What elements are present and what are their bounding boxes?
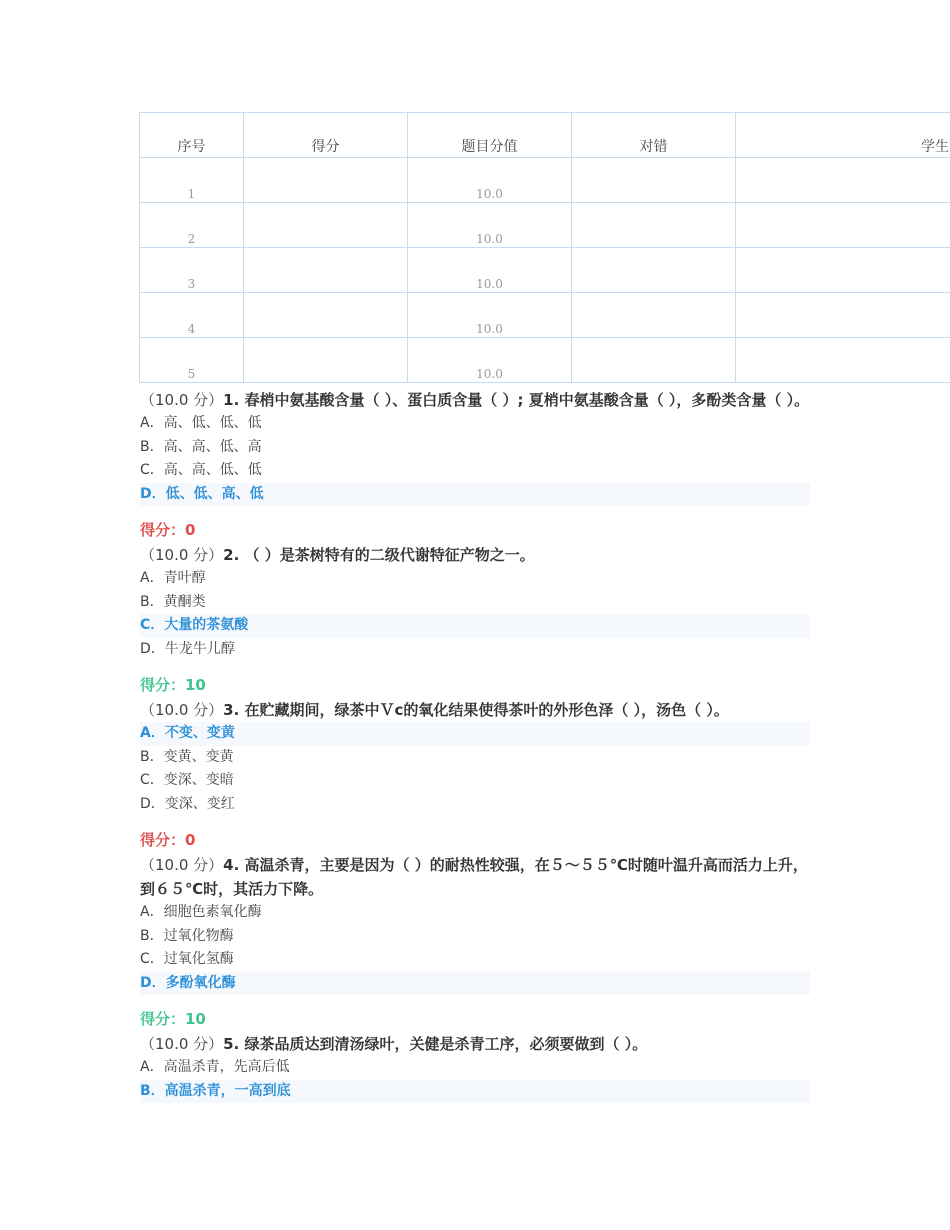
question-text: 春梢中氨基酸含量（ ）、蛋白质含量（ ）; 夏梢中氨基酸含量（ ），多酚类含量（ ）。 bbox=[239, 391, 810, 409]
question-number: 5. bbox=[223, 1035, 240, 1053]
question-block bbox=[140, 696, 810, 851]
question-number: 3. bbox=[223, 701, 240, 719]
question-points: （10.0 分） bbox=[140, 701, 224, 719]
cell-index: 1 bbox=[140, 158, 244, 203]
cell-student bbox=[736, 158, 950, 203]
question-points: （10.0 分） bbox=[140, 856, 224, 874]
cell-score bbox=[244, 158, 408, 203]
option-item-correct[interactable]: C．大量的茶氨酸 bbox=[140, 614, 810, 638]
question-block bbox=[140, 541, 810, 696]
cell-value: 10.0 bbox=[408, 203, 572, 248]
col-header-index: 序号 bbox=[140, 113, 244, 158]
question-block bbox=[140, 386, 810, 541]
option-item[interactable]: D．牛龙牛儿醇 bbox=[140, 640, 235, 657]
option-list bbox=[140, 1056, 810, 1103]
cell-result bbox=[572, 203, 736, 248]
cell-index: 4 bbox=[140, 293, 244, 338]
question-score: 得分：0 bbox=[140, 831, 196, 849]
option-list bbox=[140, 412, 810, 506]
cell-index: 3 bbox=[140, 248, 244, 293]
table-row bbox=[140, 338, 950, 383]
cell-student bbox=[736, 248, 950, 293]
option-item[interactable]: A．高温杀青，先高后低 bbox=[140, 1059, 290, 1075]
option-item[interactable]: B．变黄、变黄 bbox=[140, 748, 234, 765]
option-item-correct[interactable]: B．高温杀青，一高到底 bbox=[140, 1080, 810, 1104]
question-text: 在贮藏期间，绿茶中Ｖc的氧化结果使得茶叶的外形色泽（ ），汤色（ ）。 bbox=[239, 701, 729, 719]
table-row bbox=[140, 203, 950, 248]
question-number: 2. bbox=[223, 546, 240, 564]
option-item-correct[interactable]: D．多酚氧化酶 bbox=[140, 972, 810, 996]
question-list bbox=[140, 386, 810, 1103]
cell-score bbox=[244, 293, 408, 338]
question-text: （ ）是茶树特有的二级代谢特征产物之一。 bbox=[239, 546, 535, 564]
table-row bbox=[140, 293, 950, 338]
col-header-score: 得分 bbox=[244, 113, 408, 158]
cell-student bbox=[736, 203, 950, 248]
score-table bbox=[139, 112, 950, 383]
option-list bbox=[140, 901, 810, 995]
option-item[interactable]: A．青叶醇 bbox=[140, 570, 206, 586]
cell-score bbox=[244, 203, 408, 248]
question-block bbox=[140, 1030, 810, 1103]
cell-index: 5 bbox=[140, 338, 244, 383]
question-points: （10.0 分） bbox=[140, 546, 224, 564]
question-points: （10.0 分） bbox=[140, 391, 224, 409]
cell-result bbox=[572, 338, 736, 383]
cell-value: 10.0 bbox=[408, 338, 572, 383]
cell-value: 10.0 bbox=[408, 248, 572, 293]
question-number: 4. bbox=[223, 856, 240, 874]
option-item[interactable]: B．过氧化物酶 bbox=[140, 927, 234, 944]
cell-result bbox=[572, 248, 736, 293]
col-header-student: 学生 bbox=[736, 113, 950, 158]
option-list bbox=[140, 722, 810, 816]
question-points: （10.0 分） bbox=[140, 1035, 224, 1053]
option-item[interactable]: C．变深、变暗 bbox=[140, 772, 234, 788]
option-item[interactable]: A．高、低、低、低 bbox=[140, 415, 262, 431]
cell-student bbox=[736, 293, 950, 338]
cell-result bbox=[572, 158, 736, 203]
question-score: 得分：10 bbox=[140, 1010, 206, 1028]
question-stem bbox=[140, 696, 810, 722]
question-text: 绿茶品质达到清汤绿叶，关健是杀青工序，必须要做到（ ）。 bbox=[239, 1035, 648, 1053]
cell-student bbox=[736, 338, 950, 383]
table-row bbox=[140, 248, 950, 293]
option-item[interactable]: C．高、高、低、低 bbox=[140, 462, 262, 478]
cell-value: 10.0 bbox=[408, 158, 572, 203]
question-score: 得分：10 bbox=[140, 676, 206, 694]
table-header-row bbox=[140, 113, 950, 158]
cell-score bbox=[244, 248, 408, 293]
cell-result bbox=[572, 293, 736, 338]
table-row bbox=[140, 158, 950, 203]
question-number: 1. bbox=[223, 391, 240, 409]
option-item-correct[interactable]: A．不变、变黄 bbox=[140, 722, 810, 746]
question-stem bbox=[140, 386, 810, 412]
option-item[interactable]: B．高、高、低、高 bbox=[140, 438, 262, 455]
col-header-value: 题目分值 bbox=[408, 113, 572, 158]
question-stem bbox=[140, 851, 810, 901]
question-stem bbox=[140, 1030, 810, 1056]
option-item[interactable]: C．过氧化氢酶 bbox=[140, 951, 234, 967]
option-list bbox=[140, 567, 810, 661]
option-item[interactable]: A．细胞色素氧化酶 bbox=[140, 904, 262, 920]
question-block bbox=[140, 851, 810, 1030]
question-score: 得分：0 bbox=[140, 521, 196, 539]
question-stem bbox=[140, 541, 810, 567]
cell-index: 2 bbox=[140, 203, 244, 248]
option-item-correct[interactable]: D．低、低、高、低 bbox=[140, 483, 810, 507]
option-item[interactable]: D．变深、变红 bbox=[140, 795, 235, 812]
col-header-result: 对错 bbox=[572, 113, 736, 158]
cell-value: 10.0 bbox=[408, 293, 572, 338]
cell-score bbox=[244, 338, 408, 383]
question-text: 高温杀青，主要是因为（ ）的耐热性较强，在５～５５℃时随叶温升高而活力上升，到６５℃时，其活力下降。 bbox=[140, 856, 808, 898]
option-item[interactable]: B．黄酮类 bbox=[140, 593, 206, 610]
